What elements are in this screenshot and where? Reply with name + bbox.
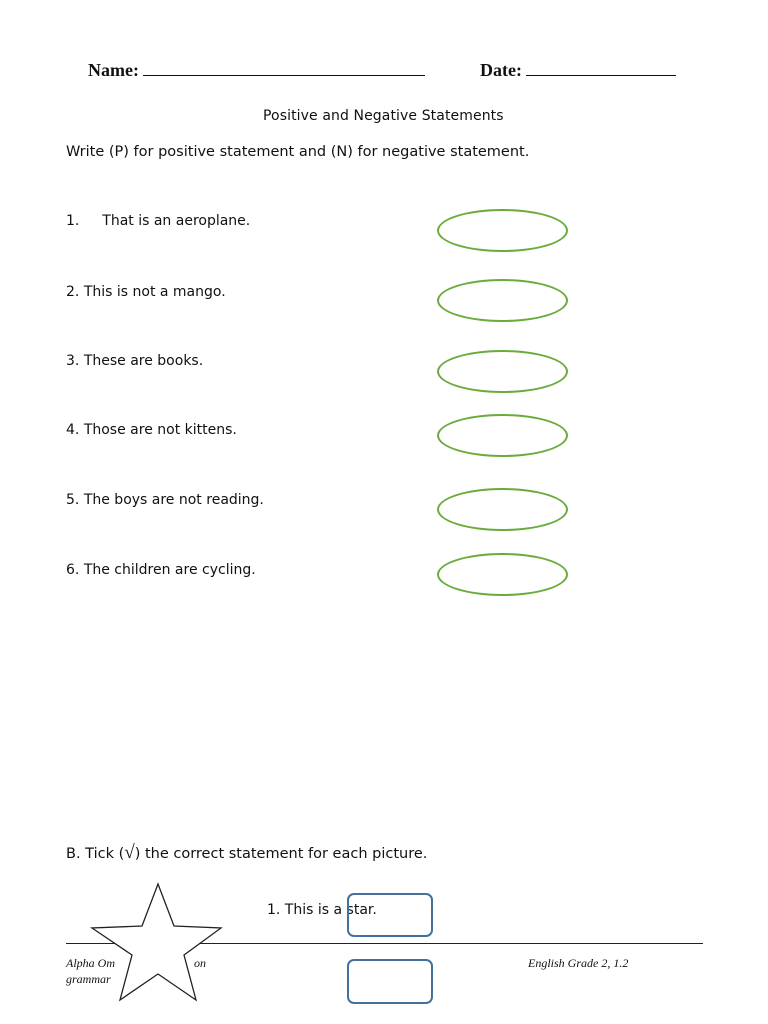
name-blank-line[interactable] — [143, 60, 425, 76]
tick-symbol: √ — [124, 842, 135, 863]
instruction-a: Write (P) for positive statement and (N) for negative statement. — [66, 144, 530, 160]
footer-right: English Grade 2, 1.2 — [528, 956, 629, 970]
item-text: This is not a mango. — [83, 284, 226, 300]
list-item — [66, 353, 203, 369]
answer-oval-5[interactable] — [437, 488, 568, 531]
item-number: 5. — [66, 492, 80, 508]
name-field — [88, 60, 425, 81]
list-item — [66, 284, 226, 300]
date-label: Date: — [480, 60, 522, 80]
instruction-b-prefix: B. Tick ( — [66, 846, 125, 862]
item-number: 2. — [66, 284, 80, 300]
item-number: 6. — [66, 562, 80, 578]
list-item — [66, 422, 237, 438]
instruction-b-suffix: ) the correct statement for each picture. — [134, 846, 428, 862]
date-blank-line[interactable] — [526, 60, 676, 76]
answer-oval-4[interactable] — [437, 414, 568, 457]
footer-left-line2: grammar — [66, 972, 111, 986]
answer-oval-2[interactable] — [437, 279, 568, 322]
footer-left-line1: Alpha Om — [66, 956, 115, 970]
item-number: 1. — [66, 213, 80, 229]
page-title: Positive and Negative Statements — [263, 108, 504, 124]
item-text: The boys are not reading. — [83, 492, 264, 508]
statement-b-1: 1. This is a star. — [267, 902, 377, 918]
item-text: These are books. — [83, 353, 204, 369]
list-item — [66, 492, 264, 508]
answer-oval-6[interactable] — [437, 553, 568, 596]
item-text: Those are not kittens. — [83, 422, 237, 438]
star-icon — [88, 881, 228, 1005]
name-label: Name: — [88, 60, 139, 80]
item-text: That is an aeroplane. — [102, 213, 251, 229]
answer-oval-1[interactable] — [437, 209, 568, 252]
footer-left-line1-end: on — [194, 956, 206, 970]
item-number: 4. — [66, 422, 80, 438]
item-number: 3. — [66, 353, 80, 369]
instruction-b — [66, 842, 427, 864]
list-item — [66, 562, 256, 578]
tick-box-1[interactable] — [347, 893, 433, 937]
date-field — [480, 60, 676, 81]
list-item — [66, 213, 250, 229]
answer-oval-3[interactable] — [437, 350, 568, 393]
tick-box-2[interactable] — [347, 959, 433, 1004]
item-text: The children are cycling. — [83, 562, 256, 578]
